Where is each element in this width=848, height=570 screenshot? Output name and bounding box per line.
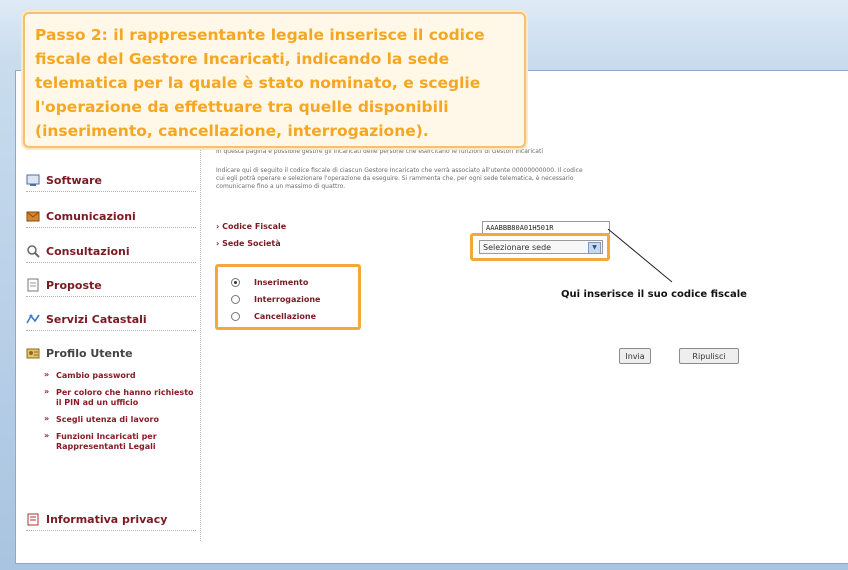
codice-fiscale-label: › Codice Fiscale (216, 222, 286, 231)
sidebar-item-label: Comunicazioni (46, 209, 136, 223)
callout-line-5: (inserimento, cancellazione, interrogazione). (35, 122, 429, 140)
profile-icon (26, 346, 40, 360)
description-line-1: Indicare qui di seguito il codice fiscale di ciascun Gestore Incaricato che verrà associato all'utente 00000000000. Il codice (216, 167, 583, 174)
sede-select[interactable] (479, 240, 603, 254)
proposals-icon (26, 278, 40, 292)
radio-label: Inserimento (254, 278, 309, 287)
consultations-icon (26, 244, 40, 258)
radio-label: Cancellazione (254, 312, 317, 321)
sidebar-item-label: Proposte (46, 278, 102, 292)
software-icon (26, 173, 40, 187)
annotation-text: Qui inserisce il suo codice fiscale (561, 289, 747, 300)
cadastral-icon (26, 312, 40, 326)
profile-item-funzioni-incaricati[interactable]: » Funzioni Incaricati per Rappresentanti Legali (44, 432, 194, 452)
radio-button[interactable] (231, 295, 240, 304)
profile-list (44, 371, 194, 459)
profile-section-title (26, 346, 133, 360)
intro-text: In questa pagina è possibile gestire gli incaricati delle persone che esercitano le funzioni di Gestori Incaricati (216, 148, 543, 155)
sidebar-item-comunicazioni[interactable] (26, 205, 196, 228)
radio-cancellazione[interactable] (231, 312, 316, 321)
description-line-2: cui egli potrà operare e selezionare l'operazione da eseguire. Si rammenta che, per ogni sede telematica, è necessario (216, 175, 574, 182)
radio-inserimento[interactable] (231, 278, 308, 287)
operation-radio-group (215, 264, 361, 330)
chevron-down-icon[interactable]: ▼ (588, 242, 601, 254)
description-line-3: comunicarne fino a un massimo di quattro. (216, 183, 346, 190)
sidebar-item-label: Servizi Catastali (46, 312, 147, 326)
profile-item-pin-ufficio[interactable]: » Per coloro che hanno richiesto il PIN ad un ufficio (44, 388, 194, 408)
callout-line-4: l'operazione da effettuare tra quelle disponibili (35, 98, 449, 116)
reset-button[interactable]: Ripulisci (679, 348, 739, 364)
profile-item-cambio-password[interactable]: » Cambio password (44, 371, 194, 381)
privacy-icon (26, 512, 40, 526)
radio-button[interactable] (231, 312, 240, 321)
sidebar-item-software[interactable] (26, 169, 196, 192)
tutorial-callout (23, 12, 526, 148)
sidebar-item-servizi-catastali[interactable] (26, 308, 196, 331)
sidebar-item-label: Informativa privacy (46, 512, 168, 526)
radio-label: Interrogazione (254, 295, 321, 304)
submit-button[interactable]: Invia (619, 348, 651, 364)
sede-societa-label: › Sede Società (216, 239, 281, 248)
sidebar-item-label: Consultazioni (46, 244, 130, 258)
radio-interrogazione[interactable] (231, 295, 320, 304)
sidebar-item-proposte[interactable] (26, 274, 196, 297)
profile-item-scegli-utenza[interactable]: » Scegli utenza di lavoro (44, 415, 194, 425)
sidebar-item-informativa-privacy[interactable] (26, 508, 196, 531)
callout-line-2: fiscale del Gestore Incaricati, indicando la sede (35, 50, 450, 68)
callout-line-1: Passo 2: il rappresentante legale inserisce il codice (35, 26, 485, 44)
profile-title-label: Profilo Utente (46, 346, 133, 360)
communications-icon (26, 209, 40, 223)
sede-select-highlight (470, 233, 610, 261)
radio-button-checked[interactable] (231, 278, 240, 287)
annotation-pointer-line (606, 227, 676, 285)
sidebar-item-consultazioni[interactable] (26, 240, 196, 263)
sidebar-item-label: Software (46, 173, 102, 187)
sede-select-value: Selezionare sede (483, 243, 552, 252)
callout-line-3: telematica per la quale è stato nominato, e sceglie (35, 74, 481, 92)
codice-fiscale-input[interactable]: AAABBB80A01H501R (482, 221, 610, 234)
